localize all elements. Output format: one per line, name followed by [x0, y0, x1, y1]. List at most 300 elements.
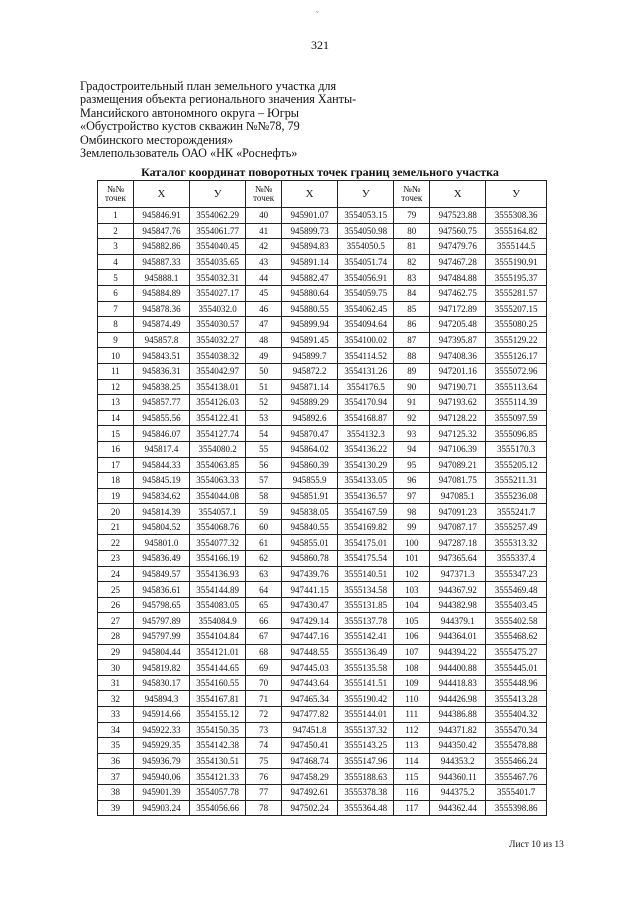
point-number-cell: 55	[246, 441, 282, 457]
table-row	[98, 753, 547, 769]
x-coordinate-cell: 944394.22	[430, 644, 486, 660]
point-number-cell: 84	[394, 285, 430, 301]
x-coordinate-cell: 945894.3	[133, 691, 189, 707]
y-coordinate-cell: 3555445.01	[486, 660, 547, 676]
x-coordinate-cell: 945889.29	[282, 395, 338, 411]
y-coordinate-cell: 3554169.82	[338, 519, 394, 535]
x-coordinate-cell: 945880.64	[282, 285, 338, 301]
x-coordinate-cell: 945844.33	[133, 457, 189, 473]
point-number-cell: 18	[98, 473, 134, 489]
y-coordinate-cell: 3554121.01	[190, 644, 246, 660]
x-coordinate-cell: 947439.76	[282, 566, 338, 582]
x-coordinate-cell: 944362.44	[430, 800, 486, 816]
y-coordinate-cell: 3554059.75	[338, 285, 394, 301]
x-coordinate-cell: 945834.62	[133, 488, 189, 504]
x-coordinate-cell: 947172.89	[430, 301, 486, 317]
point-number-cell: 70	[246, 675, 282, 691]
y-coordinate-cell: 3554168.87	[338, 410, 394, 426]
x-coordinate-cell: 947430.47	[282, 597, 338, 613]
table-row	[98, 597, 547, 613]
x-coordinate-cell: 944375.2	[430, 784, 486, 800]
x-coordinate-cell: 945855.56	[133, 410, 189, 426]
table-row	[98, 395, 547, 411]
point-number-cell: 54	[246, 426, 282, 442]
num-label-top: №№	[255, 184, 273, 194]
column-header-number	[98, 181, 134, 208]
x-coordinate-cell: 945882.86	[133, 239, 189, 255]
y-coordinate-cell: 3555136.49	[338, 644, 394, 660]
y-coordinate-cell: 3554133.05	[338, 473, 394, 489]
x-coordinate-cell: 947091.23	[430, 504, 486, 520]
x-coordinate-cell: 945882.47	[282, 270, 338, 286]
x-coordinate-cell: 944364.01	[430, 629, 486, 645]
point-number-cell: 60	[246, 519, 282, 535]
point-number-cell: 94	[394, 441, 430, 457]
y-coordinate-cell: 3555402.58	[486, 613, 547, 629]
y-coordinate-cell: 3554175.54	[338, 551, 394, 567]
num-label-bottom: точек	[401, 193, 423, 203]
y-coordinate-cell: 3554032.31	[190, 270, 246, 286]
table-row	[98, 504, 547, 520]
coordinates-table	[97, 180, 547, 816]
point-number-cell: 66	[246, 613, 282, 629]
point-number-cell: 25	[98, 582, 134, 598]
x-coordinate-cell: 945801.0	[133, 535, 189, 551]
x-coordinate-cell: 947190.71	[430, 379, 486, 395]
column-header-x: X	[430, 181, 486, 208]
y-coordinate-cell: 3554051.74	[338, 254, 394, 270]
point-number-cell: 79	[394, 208, 430, 224]
x-coordinate-cell: 947125.32	[430, 426, 486, 442]
point-number-cell: 39	[98, 800, 134, 816]
point-number-cell: 41	[246, 223, 282, 239]
y-coordinate-cell: 3554062.45	[338, 301, 394, 317]
x-coordinate-cell: 945817.4	[133, 441, 189, 457]
y-coordinate-cell: 3555313.32	[486, 535, 547, 551]
y-coordinate-cell: 3554030.57	[190, 317, 246, 333]
y-coordinate-cell: 3555114.39	[486, 395, 547, 411]
point-number-cell: 36	[98, 753, 134, 769]
x-coordinate-cell: 947447.16	[282, 629, 338, 645]
x-coordinate-cell: 945836.61	[133, 582, 189, 598]
x-coordinate-cell: 947502.24	[282, 800, 338, 816]
y-coordinate-cell: 3554083.05	[190, 597, 246, 613]
table-row	[98, 769, 547, 785]
x-coordinate-cell: 944382.98	[430, 597, 486, 613]
x-coordinate-cell: 945929.35	[133, 738, 189, 754]
point-number-cell: 88	[394, 348, 430, 364]
point-number-cell: 3	[98, 239, 134, 255]
x-coordinate-cell: 944426.98	[430, 691, 486, 707]
point-number-cell: 82	[394, 254, 430, 270]
y-coordinate-cell: 3555337.4	[486, 551, 547, 567]
point-number-cell: 101	[394, 551, 430, 567]
table-row	[98, 348, 547, 364]
x-coordinate-cell: 947089.21	[430, 457, 486, 473]
point-number-cell: 114	[394, 753, 430, 769]
x-coordinate-cell: 945804.52	[133, 519, 189, 535]
point-number-cell: 72	[246, 707, 282, 723]
point-number-cell: 109	[394, 675, 430, 691]
x-coordinate-cell: 945936.79	[133, 753, 189, 769]
point-number-cell: 46	[246, 301, 282, 317]
y-coordinate-cell: 3554050.5	[338, 239, 394, 255]
table-row	[98, 223, 547, 239]
point-number-cell: 74	[246, 738, 282, 754]
x-coordinate-cell: 947468.74	[282, 753, 338, 769]
x-coordinate-cell: 947193.62	[430, 395, 486, 411]
y-coordinate-cell: 3554166.19	[190, 551, 246, 567]
y-coordinate-cell: 3555147.96	[338, 753, 394, 769]
table-row	[98, 613, 547, 629]
x-coordinate-cell: 945845.19	[133, 473, 189, 489]
x-coordinate-cell: 945846.07	[133, 426, 189, 442]
num-label-bottom: точек	[253, 193, 275, 203]
y-coordinate-cell: 3555403.45	[486, 597, 547, 613]
point-number-cell: 56	[246, 457, 282, 473]
x-coordinate-cell: 947477.82	[282, 707, 338, 723]
x-coordinate-cell: 945846.91	[133, 208, 189, 224]
x-coordinate-cell: 944400.88	[430, 660, 486, 676]
y-coordinate-cell: 3555144.5	[486, 239, 547, 255]
y-coordinate-cell: 3555236.08	[486, 488, 547, 504]
column-header-y: У	[190, 181, 246, 208]
point-number-cell: 62	[246, 551, 282, 567]
point-number-cell: 15	[98, 426, 134, 442]
table-row	[98, 691, 547, 707]
y-coordinate-cell: 3554132.3	[338, 426, 394, 442]
point-number-cell: 35	[98, 738, 134, 754]
y-coordinate-cell: 3554057.1	[190, 504, 246, 520]
point-number-cell: 80	[394, 223, 430, 239]
y-coordinate-cell: 3554068.76	[190, 519, 246, 535]
y-coordinate-cell: 3554104.84	[190, 629, 246, 645]
point-number-cell: 112	[394, 722, 430, 738]
y-coordinate-cell: 3555468.62	[486, 629, 547, 645]
y-coordinate-cell: 3554126.03	[190, 395, 246, 411]
x-coordinate-cell: 947106.39	[430, 441, 486, 457]
y-coordinate-cell: 3554170.94	[338, 395, 394, 411]
y-coordinate-cell: 3555207.15	[486, 301, 547, 317]
y-coordinate-cell: 3554032.0	[190, 301, 246, 317]
table-row	[98, 535, 547, 551]
point-number-cell: 76	[246, 769, 282, 785]
header-line: Землепользователь ОАО «НК «Роснефть»	[80, 146, 298, 161]
x-coordinate-cell: 944350.42	[430, 738, 486, 754]
point-number-cell: 49	[246, 348, 282, 364]
x-coordinate-cell: 944367.92	[430, 582, 486, 598]
x-coordinate-cell: 945940.06	[133, 769, 189, 785]
y-coordinate-cell: 3555143.25	[338, 738, 394, 754]
y-coordinate-cell: 3555137.32	[338, 722, 394, 738]
table-row	[98, 379, 547, 395]
y-coordinate-cell: 3554150.35	[190, 722, 246, 738]
y-coordinate-cell: 3555126.17	[486, 348, 547, 364]
table-row	[98, 208, 547, 224]
y-coordinate-cell: 3555257.49	[486, 519, 547, 535]
x-coordinate-cell: 944360.11	[430, 769, 486, 785]
x-coordinate-cell: 945804.44	[133, 644, 189, 660]
table-row	[98, 629, 547, 645]
table-body	[98, 208, 547, 816]
y-coordinate-cell: 3555190.91	[486, 254, 547, 270]
point-number-cell: 117	[394, 800, 430, 816]
y-coordinate-cell: 3555142.41	[338, 629, 394, 645]
document-header	[80, 80, 480, 160]
y-coordinate-cell: 3555401.7	[486, 784, 547, 800]
y-coordinate-cell: 3555144.01	[338, 707, 394, 723]
point-number-cell: 23	[98, 551, 134, 567]
table-row	[98, 644, 547, 660]
y-coordinate-cell: 3555080.25	[486, 317, 547, 333]
point-number-cell: 53	[246, 410, 282, 426]
y-coordinate-cell: 3555404.32	[486, 707, 547, 723]
point-number-cell: 11	[98, 363, 134, 379]
x-coordinate-cell: 945903.24	[133, 800, 189, 816]
x-coordinate-cell: 945914.66	[133, 707, 189, 723]
y-coordinate-cell: 3555467.76	[486, 769, 547, 785]
point-number-cell: 95	[394, 457, 430, 473]
table-row	[98, 441, 547, 457]
point-number-cell: 75	[246, 753, 282, 769]
point-number-cell: 63	[246, 566, 282, 582]
x-coordinate-cell: 945836.31	[133, 363, 189, 379]
x-coordinate-cell: 947467.28	[430, 254, 486, 270]
x-coordinate-cell: 945855.9	[282, 473, 338, 489]
table-row	[98, 239, 547, 255]
point-number-cell: 106	[394, 629, 430, 645]
y-coordinate-cell: 3555137.78	[338, 613, 394, 629]
point-number-cell: 22	[98, 535, 134, 551]
x-coordinate-cell: 945892.6	[282, 410, 338, 426]
y-coordinate-cell: 3555281.57	[486, 285, 547, 301]
table-row	[98, 660, 547, 676]
point-number-cell: 34	[98, 722, 134, 738]
y-coordinate-cell: 3554042.97	[190, 363, 246, 379]
y-coordinate-cell: 3554127.74	[190, 426, 246, 442]
sheet-footer: Лист 10 из 13	[509, 840, 564, 850]
table-row	[98, 707, 547, 723]
point-number-cell: 102	[394, 566, 430, 582]
point-number-cell: 21	[98, 519, 134, 535]
header-line: Градостроительный план земельного участка для	[80, 79, 337, 93]
x-coordinate-cell: 945899.73	[282, 223, 338, 239]
table-row	[98, 410, 547, 426]
x-coordinate-cell: 947128.22	[430, 410, 486, 426]
y-coordinate-cell: 3555398.86	[486, 800, 547, 816]
y-coordinate-cell: 3555141.51	[338, 675, 394, 691]
point-number-cell: 57	[246, 473, 282, 489]
point-number-cell: 81	[394, 239, 430, 255]
x-coordinate-cell: 947492.61	[282, 784, 338, 800]
y-coordinate-cell: 3554094.64	[338, 317, 394, 333]
y-coordinate-cell: 3555478.88	[486, 738, 547, 754]
point-number-cell: 8	[98, 317, 134, 333]
x-coordinate-cell: 945860.78	[282, 551, 338, 567]
x-coordinate-cell: 945922.33	[133, 722, 189, 738]
x-coordinate-cell: 945891.14	[282, 254, 338, 270]
num-label-bottom: точек	[104, 193, 126, 203]
point-number-cell: 47	[246, 317, 282, 333]
point-number-cell: 108	[394, 660, 430, 676]
table-row	[98, 800, 547, 816]
point-number-cell: 100	[394, 535, 430, 551]
x-coordinate-cell: 945874.49	[133, 317, 189, 333]
y-coordinate-cell: 3554035.65	[190, 254, 246, 270]
y-coordinate-cell: 3555072.96	[486, 363, 547, 379]
y-coordinate-cell: 3554136.57	[338, 488, 394, 504]
point-number-cell: 115	[394, 769, 430, 785]
y-coordinate-cell: 3554114.52	[338, 348, 394, 364]
x-coordinate-cell: 947371.3	[430, 566, 486, 582]
x-coordinate-cell: 945798.65	[133, 597, 189, 613]
y-coordinate-cell: 3555469.48	[486, 582, 547, 598]
y-coordinate-cell: 3555205.12	[486, 457, 547, 473]
y-coordinate-cell: 3554121.33	[190, 769, 246, 785]
table-row	[98, 285, 547, 301]
y-coordinate-cell: 3554062.29	[190, 208, 246, 224]
y-coordinate-cell: 3554038.32	[190, 348, 246, 364]
x-coordinate-cell: 947462.75	[430, 285, 486, 301]
x-coordinate-cell: 945849.57	[133, 566, 189, 582]
y-coordinate-cell: 3555195.37	[486, 270, 547, 286]
y-coordinate-cell: 3554144.65	[190, 660, 246, 676]
y-coordinate-cell: 3554155.12	[190, 707, 246, 723]
point-number-cell: 33	[98, 707, 134, 723]
table-row	[98, 488, 547, 504]
point-number-cell: 111	[394, 707, 430, 723]
y-coordinate-cell: 3554167.81	[190, 691, 246, 707]
x-coordinate-cell: 947465.34	[282, 691, 338, 707]
x-coordinate-cell: 947287.18	[430, 535, 486, 551]
table-row	[98, 738, 547, 754]
point-number-cell: 6	[98, 285, 134, 301]
column-header-y: У	[486, 181, 547, 208]
x-coordinate-cell: 945888.1	[133, 270, 189, 286]
column-header-number	[394, 181, 430, 208]
point-number-cell: 24	[98, 566, 134, 582]
x-coordinate-cell: 947205.48	[430, 317, 486, 333]
table-row	[98, 332, 547, 348]
point-number-cell: 17	[98, 457, 134, 473]
point-number-cell: 67	[246, 629, 282, 645]
point-number-cell: 20	[98, 504, 134, 520]
point-number-cell: 28	[98, 629, 134, 645]
table-row	[98, 426, 547, 442]
point-number-cell: 42	[246, 239, 282, 255]
x-coordinate-cell: 947408.36	[430, 348, 486, 364]
point-number-cell: 93	[394, 426, 430, 442]
x-coordinate-cell: 945819.82	[133, 660, 189, 676]
table-row	[98, 784, 547, 800]
point-number-cell: 98	[394, 504, 430, 520]
y-coordinate-cell: 3555308.36	[486, 208, 547, 224]
y-coordinate-cell: 3555448.96	[486, 675, 547, 691]
point-number-cell: 38	[98, 784, 134, 800]
column-header-x: X	[282, 181, 338, 208]
y-coordinate-cell: 3554077.32	[190, 535, 246, 551]
y-coordinate-cell: 3554130.29	[338, 457, 394, 473]
point-number-cell: 59	[246, 504, 282, 520]
x-coordinate-cell: 945814.39	[133, 504, 189, 520]
column-header-number	[246, 181, 282, 208]
x-coordinate-cell: 945887.33	[133, 254, 189, 270]
x-coordinate-cell: 945901.39	[133, 784, 189, 800]
num-label-top: №№	[106, 184, 125, 194]
point-number-cell: 92	[394, 410, 430, 426]
x-coordinate-cell: 945797.99	[133, 629, 189, 645]
point-number-cell: 2	[98, 223, 134, 239]
y-coordinate-cell: 3554053.15	[338, 208, 394, 224]
y-coordinate-cell: 3555113.64	[486, 379, 547, 395]
y-coordinate-cell: 3554063.85	[190, 457, 246, 473]
y-coordinate-cell: 3555164.82	[486, 223, 547, 239]
point-number-cell: 86	[394, 317, 430, 333]
point-number-cell: 48	[246, 332, 282, 348]
point-number-cell: 43	[246, 254, 282, 270]
column-header-x: X	[133, 181, 189, 208]
x-coordinate-cell: 947560.75	[430, 223, 486, 239]
y-coordinate-cell: 3554084.9	[190, 613, 246, 629]
point-number-cell: 107	[394, 644, 430, 660]
point-number-cell: 113	[394, 738, 430, 754]
y-coordinate-cell: 3555475.27	[486, 644, 547, 660]
header-line: Мансийского автономного округа – Югры	[80, 105, 299, 120]
y-coordinate-cell: 3555131.85	[338, 597, 394, 613]
point-number-cell: 90	[394, 379, 430, 395]
y-coordinate-cell: 3555188.63	[338, 769, 394, 785]
y-coordinate-cell: 3555140.51	[338, 566, 394, 582]
point-number-cell: 110	[394, 691, 430, 707]
point-number-cell: 30	[98, 660, 134, 676]
point-number-cell: 103	[394, 582, 430, 598]
x-coordinate-cell: 947458.29	[282, 769, 338, 785]
y-coordinate-cell: 3554080.2	[190, 441, 246, 457]
y-coordinate-cell: 3554056.91	[338, 270, 394, 286]
y-coordinate-cell: 3555190.42	[338, 691, 394, 707]
y-coordinate-cell: 3555378.38	[338, 784, 394, 800]
y-coordinate-cell: 3554167.59	[338, 504, 394, 520]
x-coordinate-cell: 945884.89	[133, 285, 189, 301]
point-number-cell: 105	[394, 613, 430, 629]
point-number-cell: 83	[394, 270, 430, 286]
table-title: Каталог координат поворотных точек границ земельного участка	[141, 165, 499, 179]
point-number-cell: 69	[246, 660, 282, 676]
x-coordinate-cell: 945797.89	[133, 613, 189, 629]
x-coordinate-cell: 947081.75	[430, 473, 486, 489]
x-coordinate-cell: 945899.94	[282, 317, 338, 333]
point-number-cell: 9	[98, 332, 134, 348]
y-coordinate-cell: 3555129.22	[486, 332, 547, 348]
x-coordinate-cell: 945872.2	[282, 363, 338, 379]
x-coordinate-cell: 947445.03	[282, 660, 338, 676]
y-coordinate-cell: 3554142.38	[190, 738, 246, 754]
table-header-row	[98, 181, 547, 208]
point-number-cell: 78	[246, 800, 282, 816]
x-coordinate-cell: 947201.16	[430, 363, 486, 379]
point-number-cell: 5	[98, 270, 134, 286]
point-number-cell: 61	[246, 535, 282, 551]
y-coordinate-cell: 3554138.01	[190, 379, 246, 395]
x-coordinate-cell: 944386.88	[430, 707, 486, 723]
point-number-cell: 45	[246, 285, 282, 301]
point-number-cell: 96	[394, 473, 430, 489]
x-coordinate-cell: 945878.36	[133, 301, 189, 317]
table-row	[98, 519, 547, 535]
point-number-cell: 87	[394, 332, 430, 348]
y-coordinate-cell: 3555097.59	[486, 410, 547, 426]
x-coordinate-cell: 945894.83	[282, 239, 338, 255]
